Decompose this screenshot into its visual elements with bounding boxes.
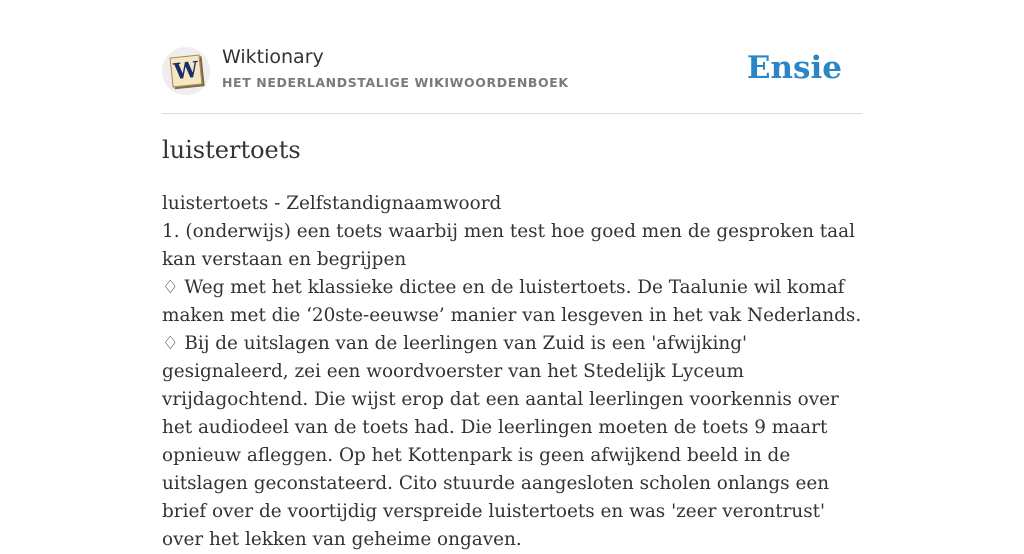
ensie-brand-logo[interactable]: Ensie: [746, 50, 842, 86]
entry-definition: 1. (onderwijs) een toets waarbij men test hoe goed men de gesproken taal kan verstaan en begrijpen: [162, 221, 855, 270]
header-divider: [162, 113, 862, 114]
entry-content: [162, 190, 862, 554]
wiktionary-logo-icon[interactable]: [162, 47, 210, 95]
entry-heading: luistertoets - Zelfstandignaamwoord: [162, 193, 502, 214]
page-title: luistertoets: [162, 136, 301, 164]
example-sentence: ♢ Weg met het klassieke dictee en de luistertoets. De Taalunie wil komaf maken met die ‘20ste-eeuwse’ manier van lesgeven in het vak Nederlands.: [162, 277, 862, 326]
site-header: [162, 44, 862, 114]
example-sentence: ♢ Bij de uitslagen van de leerlingen van Zuid is een 'afwijking' gesignaleerd, zei een woordvoerster van het Stedelijk Lyceum vrijdagochtend. Die wijst erop dat een aantal leerlingen voorkennis over het audiodeel van de toets had. Die leerlingen moeten de toets 9 maart opnieuw afleggen. Op het Kottenpark is geen afwijkend beeld in de uitslagen geconstateerd. Cito stuurde aangesloten scholen onlangs een brief over de voortijdig verspreide luistertoets en was 'zeer verontrust' over het lekken van geheime ongaven.: [162, 333, 839, 550]
site-subtitle: HET NEDERLANDSTALIGE WIKIWOORDENBOEK: [222, 75, 569, 90]
logo-tile: [170, 55, 203, 88]
site-title[interactable]: Wiktionary: [222, 46, 324, 68]
logo-letter: W: [172, 56, 200, 86]
